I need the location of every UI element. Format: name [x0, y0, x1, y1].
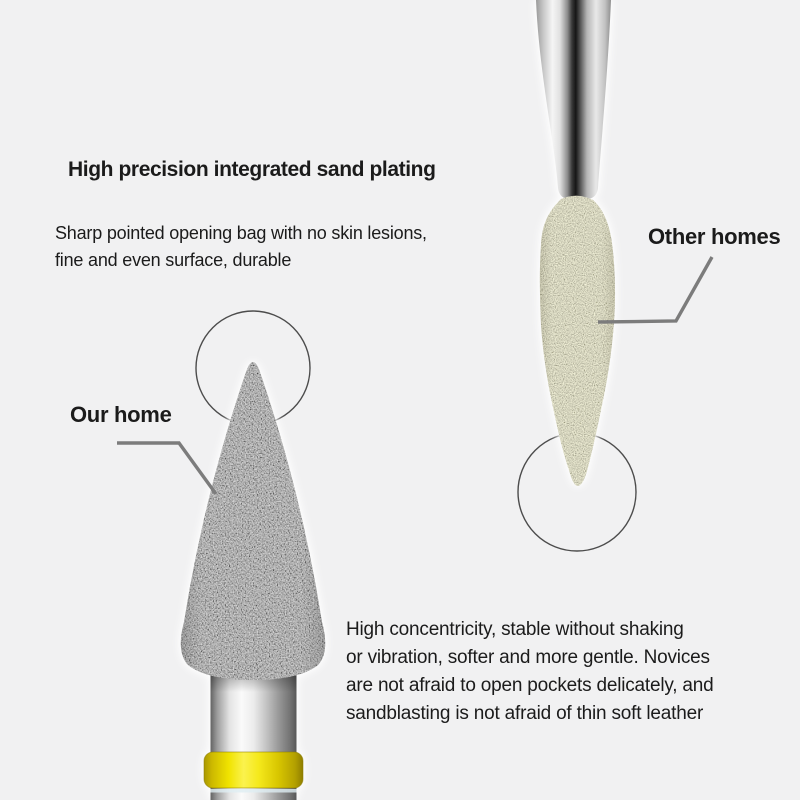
- other-homes-drill-bit: [536, 0, 615, 486]
- headline: High precision integrated sand plating: [68, 158, 436, 181]
- footer-line-2: or vibration, softer and more gentle. Novices: [346, 647, 710, 668]
- footer-line-3: are not afraid to open pockets delicately, and: [346, 675, 714, 696]
- callout-line-other-homes: [598, 257, 712, 322]
- label-other-homes: Other homes: [648, 224, 781, 249]
- our-home-drill-bit: [181, 362, 325, 800]
- subheadline: [55, 220, 427, 274]
- label-our-home: Our home: [70, 402, 172, 427]
- footer-description: [346, 616, 714, 728]
- callout-line-our-home: [117, 443, 216, 494]
- footer-line-1: High concentricity, stable without shaking: [346, 619, 684, 640]
- subheadline-line-2: fine and even surface, durable: [55, 250, 292, 270]
- subheadline-line-1: Sharp pointed opening bag with no skin lesions,: [55, 223, 427, 243]
- other-homes-grit-shading: [540, 196, 615, 486]
- our-home-shank-lower-highlight: [211, 789, 297, 793]
- footer-line-4: sandblasting is not afraid of thin soft leather: [346, 703, 704, 724]
- our-home-yellow-band: [204, 752, 303, 788]
- other-homes-shank: [536, 0, 611, 199]
- our-home-grit-shading: [181, 362, 325, 680]
